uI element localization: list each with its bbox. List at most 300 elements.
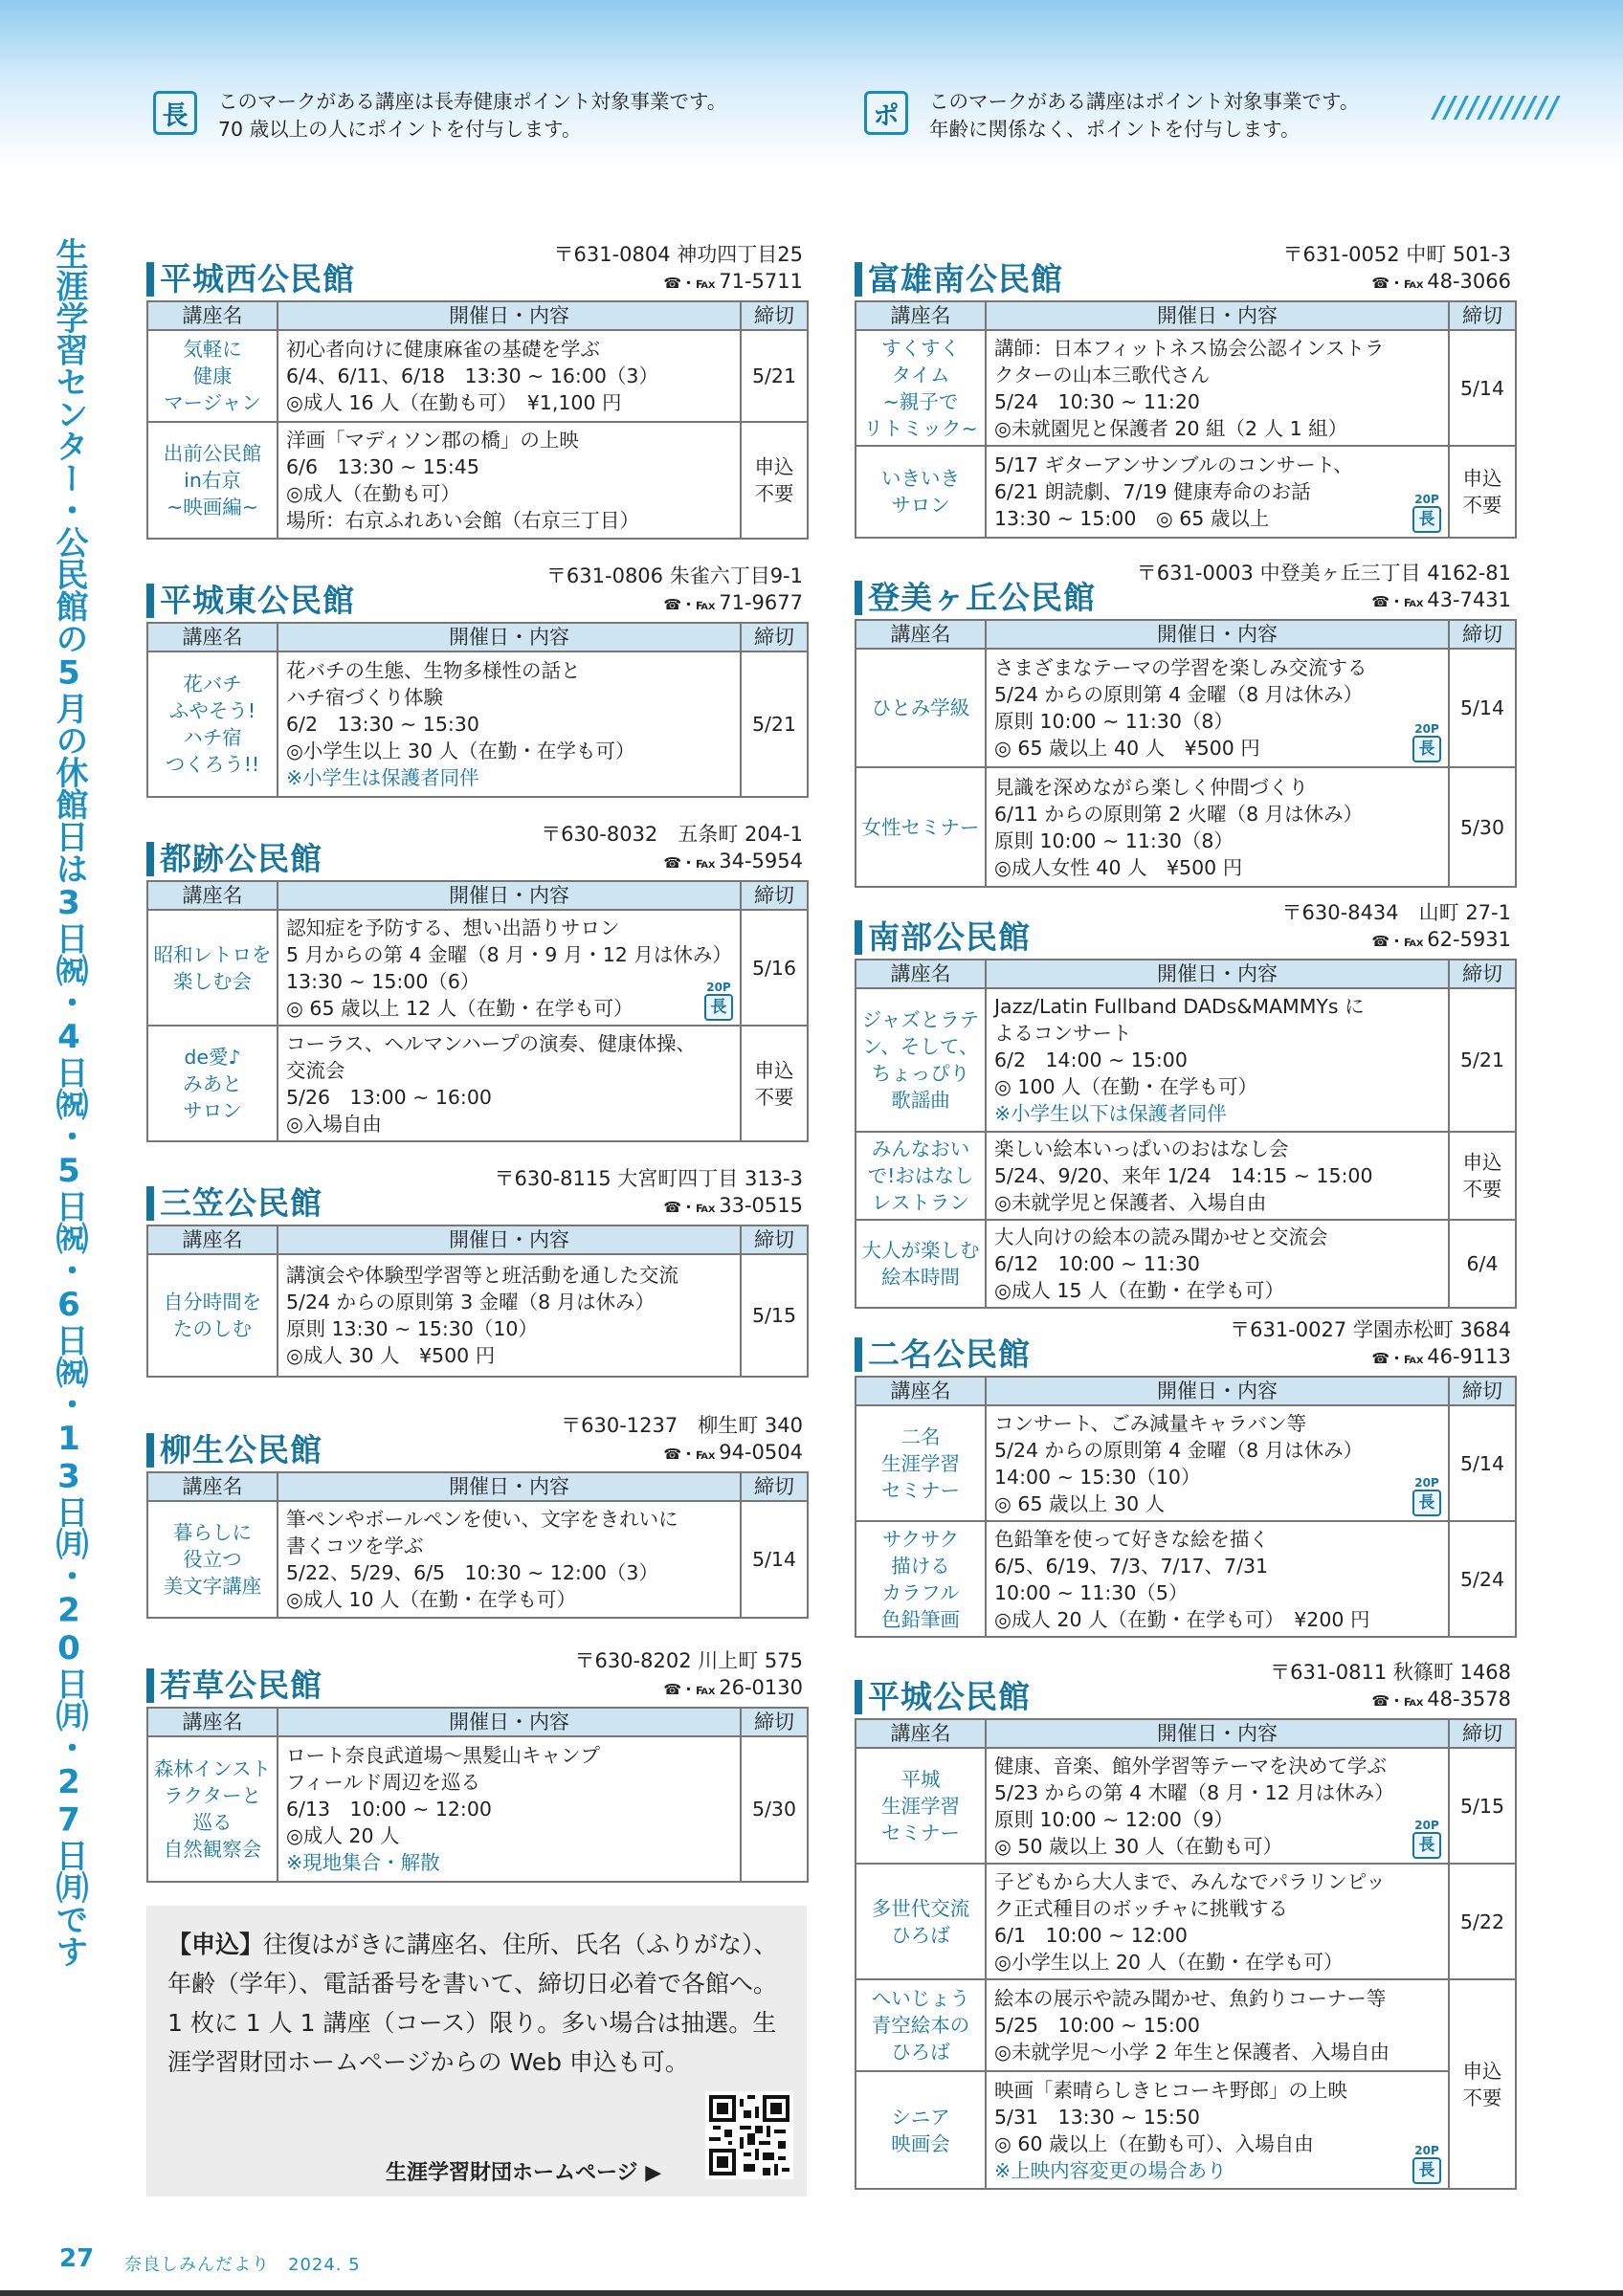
course-row <box>856 649 1516 767</box>
course-detail-line: 絵本の展示や読み聞かせ、魚釣りコーナー等 <box>994 1987 1387 2010</box>
course-detail-line: よるコンサート <box>994 1022 1132 1045</box>
postal-address: 〒630-8115 大宮町四丁目 313-3 <box>494 1167 803 1190</box>
section-address <box>561 1412 803 1468</box>
course-detail-line: 6/11 からの原則第 2 火曜（8 月は休み） <box>994 802 1364 826</box>
course-name-line: ラクターと <box>163 1784 262 1807</box>
section-title: 登美ヶ丘公民館 <box>855 581 1096 615</box>
deadline-line: 不要 <box>1462 494 1502 517</box>
deadline <box>1449 988 1516 1132</box>
course-detail-line: 5/24 10:30 ~ 11:20 <box>994 389 1200 413</box>
course-name-line: たのしむ <box>173 1317 252 1340</box>
deadline <box>741 1501 808 1618</box>
section-header <box>146 1647 807 1707</box>
course-detail-line: 5/31 13:30 ~ 15:50 <box>994 2105 1200 2129</box>
course-table <box>855 1718 1517 2190</box>
course-name-line: 出前公民館 <box>163 442 262 465</box>
kominkan-section <box>855 241 1515 539</box>
course-name <box>147 330 278 422</box>
course-detail-line: 原則 10:00 ~ 11:30（8） <box>994 828 1234 852</box>
table-header-row <box>856 301 1516 330</box>
course-detail-line: ※現地集合・解散 <box>286 1851 440 1874</box>
course-name <box>147 1026 278 1141</box>
deadline-line: 5/22 <box>1459 1910 1505 1933</box>
deadline-line: 5/30 <box>751 1798 797 1821</box>
points-label: 20P <box>1414 722 1439 736</box>
table-header-row <box>147 301 808 330</box>
course-name-line: ひろば <box>891 2041 950 2064</box>
phone-number: 62-5931 <box>1427 928 1511 951</box>
section-header <box>855 899 1515 959</box>
course-name-line: de愛♪ <box>184 1045 241 1069</box>
course-name-line: 生涯学習 <box>881 1794 960 1818</box>
deadline-line: 不要 <box>1462 1178 1502 1201</box>
long-life-legend-line1: このマークがある講座は長寿健康ポイント対象事業です。 <box>218 90 727 113</box>
table-header-row <box>856 960 1516 988</box>
course-name-line: ちょっぴり <box>871 1062 970 1085</box>
column-header-name: 講座名 <box>147 881 278 910</box>
course-details <box>278 651 741 797</box>
points-label: 20P <box>1414 1476 1439 1490</box>
course-name-line: 映画会 <box>891 2131 950 2155</box>
course-details <box>986 1132 1449 1220</box>
deadline-line: 5/30 <box>1459 815 1505 839</box>
course-detail-line: 原則 10:00 ~ 11:30（8） <box>994 710 1234 733</box>
column-header-content: 開催日・内容 <box>986 1719 1449 1748</box>
point-legend-line1: このマークがある講座はポイント対象事業です。 <box>929 90 1360 113</box>
course-row <box>856 1405 1516 1521</box>
course-name-line: 役立つ <box>183 1548 242 1571</box>
course-name-line: シニア <box>891 2105 950 2129</box>
course-name-line: セミナー <box>881 1478 960 1502</box>
course-name-line: 女性セミナー <box>861 815 980 839</box>
table-header-row <box>147 1472 808 1501</box>
column-header-deadline: 締切 <box>1449 1719 1516 1748</box>
course-detail-line: ◎成人 30 人 ¥500 円 <box>286 1344 496 1367</box>
course-table <box>855 619 1517 888</box>
course-name-line: 昭和レトロを <box>153 942 272 966</box>
course-name-line: 美文字講座 <box>163 1575 262 1598</box>
deadline-line: 5/24 <box>1459 1567 1505 1591</box>
kominkan-section <box>855 1316 1515 1638</box>
course-name-line: ~親子で <box>882 389 959 413</box>
section-title: 平城西公民館 <box>146 262 355 297</box>
section-title: 二名公民館 <box>855 1337 1031 1372</box>
application-box <box>146 1906 807 2197</box>
course-detail-line: Jazz/Latin Fullband DADs&MAMMYs に <box>994 995 1365 1018</box>
phone-fax-icon: ☎・℻ <box>1371 933 1424 950</box>
course-detail-line: フィールド周辺を巡る <box>286 1771 480 1794</box>
course-name-line: みんなおい <box>871 1137 970 1160</box>
course-name-line: in右京 <box>184 469 241 492</box>
course-name <box>147 1254 278 1377</box>
long-life-mark-icon: 長 <box>1412 1490 1441 1516</box>
course-details <box>986 1521 1449 1637</box>
course-detail-line: 書くコツを学ぶ <box>286 1534 424 1557</box>
phone-fax-icon: ☎・℻ <box>663 854 716 872</box>
section-address <box>554 241 804 297</box>
course-name <box>856 1864 986 1979</box>
deadline-line: 不要 <box>754 1085 794 1109</box>
column-header-content: 開催日・内容 <box>986 1377 1449 1405</box>
course-name-line: ジャズとラテ <box>861 1008 980 1031</box>
course-detail-line: クターの山本三歌代さん <box>994 363 1211 386</box>
column-header-deadline: 締切 <box>1449 620 1516 649</box>
course-detail-line: ◎ 50 歳以上 30 人（在勤も可） <box>994 1834 1283 1858</box>
course-detail-line: 6/12 10:00 ~ 11:30 <box>994 1252 1200 1275</box>
section-address <box>1137 560 1511 615</box>
course-details <box>986 2071 1449 2189</box>
section-header <box>855 560 1515 619</box>
deadline <box>1449 330 1516 446</box>
course-name <box>147 1501 278 1618</box>
course-detail-line: 5/22、5/29、6/5 10:30 ~ 12:00（3） <box>286 1561 658 1584</box>
course-table <box>855 1376 1517 1638</box>
deadline-line: 不要 <box>1462 2086 1502 2109</box>
course-detail-line: 5/23 からの第 4 木曜（8 月・12 月は休み） <box>994 1780 1394 1804</box>
course-detail-line: 講師：日本フィットネス協会公認インストラ <box>994 336 1385 360</box>
deadline <box>741 651 808 797</box>
deadline-line: 5/14 <box>1459 696 1505 719</box>
column-header-deadline: 締切 <box>741 1472 808 1501</box>
deadline-line: 5/14 <box>1459 376 1505 400</box>
postal-address: 〒630-8032 五条町 204-1 <box>541 823 803 846</box>
course-table <box>146 300 809 540</box>
course-details <box>278 1254 741 1377</box>
long-life-mark-icon: 長 <box>1412 736 1441 762</box>
course-row <box>856 1132 1516 1220</box>
course-details <box>986 1748 1449 1864</box>
column-header-deadline: 締切 <box>1449 301 1516 330</box>
deadline-line: 5/16 <box>751 956 797 980</box>
phone-fax-icon: ☎・℻ <box>1371 275 1424 292</box>
course-name <box>147 651 278 797</box>
phone-fax-icon: ☎・℻ <box>663 275 716 292</box>
course-name-line: レストラン <box>872 1191 969 1214</box>
course-name-line: 自分時間を <box>163 1291 262 1314</box>
course-detail-line: 筆ペンやボールペンを使い、文字をきれいに <box>286 1508 678 1531</box>
course-detail-line: 6/1 10:00 ~ 12:00 <box>994 1923 1188 1947</box>
course-row <box>856 1864 1516 1979</box>
course-name <box>856 1132 986 1220</box>
course-name-line: で!おはなし <box>867 1164 974 1187</box>
course-row <box>147 1026 808 1141</box>
course-detail-line: ◎小学生以上 20 人（在勤・在学も可） <box>994 1950 1344 1974</box>
course-name-line: 森林インスト <box>153 1757 272 1780</box>
course-details <box>278 422 741 539</box>
deadline <box>1449 1748 1516 1864</box>
course-name-line: ~映画編~ <box>167 496 258 519</box>
column-header-deadline: 締切 <box>741 1708 808 1736</box>
course-detail-line: 健康、音楽、館外学習等テーマを決めて学ぶ <box>994 1754 1387 1777</box>
long-life-point-badge-icon <box>1411 723 1443 762</box>
course-detail-line: 6/2 14:00 ~ 15:00 <box>994 1049 1188 1071</box>
deadline-line: 5/14 <box>751 1548 797 1571</box>
deadline <box>1449 1220 1516 1308</box>
course-name-line: 健康 <box>192 364 233 387</box>
course-detail-line: ◎ 65 歳以上 12 人（在勤・在学も可） <box>286 996 634 1020</box>
course-name-line: 二名 <box>900 1424 941 1448</box>
course-name-line: 自然観察会 <box>163 1838 262 1861</box>
postal-address: 〒630-1237 柳生町 340 <box>561 1414 803 1437</box>
deadline-line: 申込 <box>1462 1151 1502 1174</box>
course-row <box>856 2071 1516 2189</box>
course-name-line: へいじょう <box>871 1987 970 2010</box>
foundation-homepage-link[interactable]: 生涯学習財団ホームページ ▶ <box>386 2161 662 2185</box>
section-title: 若草公民館 <box>146 1668 322 1703</box>
table-header-row <box>147 623 808 651</box>
deadline <box>741 910 808 1026</box>
closure-days-vertical-title: 生涯学習センター・公民館の5月の休館日は3日㈷・4日㈷・5日㈷・6日㈷・13日㈪・20日㈪・27日㈪です <box>50 237 88 1967</box>
course-row <box>856 988 1516 1132</box>
kominkan-section <box>146 821 807 1142</box>
long-life-point-badge-icon <box>1411 494 1443 533</box>
column-header-deadline: 締切 <box>741 881 808 910</box>
long-life-mark-icon: 長 <box>153 91 197 135</box>
course-name <box>147 422 278 539</box>
course-name-line: ン、そして、 <box>862 1035 979 1058</box>
long-life-mark-icon: 長 <box>1412 1832 1441 1859</box>
long-life-legend <box>153 88 726 144</box>
qr-code-icon[interactable] <box>705 2091 793 2179</box>
course-name-line: リトミック~ <box>863 416 978 440</box>
deadline-line: 5/14 <box>1459 1451 1505 1475</box>
column-header-content: 開催日・内容 <box>986 620 1449 649</box>
phone-fax-icon: ☎・℻ <box>1371 1350 1424 1367</box>
column-header-deadline: 締切 <box>741 623 808 651</box>
decorative-slashes: /////////// <box>1434 91 1560 124</box>
course-detail-line: ◎成人 15 人（在勤・在学も可） <box>994 1279 1285 1302</box>
section-address <box>1282 899 1511 955</box>
course-details <box>986 1405 1449 1521</box>
kominkan-section <box>855 1659 1515 2190</box>
column-header-content: 開催日・内容 <box>278 1225 741 1254</box>
deadline <box>1449 1405 1516 1521</box>
phone-fax-icon: ☎・℻ <box>663 1446 716 1463</box>
course-name-line: みあと <box>183 1071 242 1095</box>
course-details <box>986 1979 1449 2071</box>
course-row <box>856 1521 1516 1637</box>
postal-address: 〒631-0003 中登美ヶ丘三丁目 4162-81 <box>1136 562 1511 585</box>
course-detail-line: 大人向けの絵本の読み聞かせと交流会 <box>994 1225 1328 1248</box>
column-header-name: 講座名 <box>856 1377 986 1405</box>
course-detail-line: ハチ宿づくり体験 <box>286 686 443 709</box>
long-life-mark-icon: 長 <box>1412 2157 1441 2184</box>
column-header-name: 講座名 <box>147 1708 278 1736</box>
course-detail-line: 6/6 13:30 ~ 15:45 <box>286 455 479 478</box>
course-detail-line: 色鉛筆を使って好きな絵を描く <box>994 1527 1269 1551</box>
course-detail-line: 子どもから大人まで、みんなでパラリンピッ <box>994 1869 1386 1893</box>
course-detail-line: ◎成人（在勤も可） <box>286 482 460 505</box>
long-life-mark-icon: 長 <box>1412 506 1441 533</box>
course-row <box>147 910 808 1026</box>
phone-number: 46-9113 <box>1427 1345 1511 1368</box>
column-header-name: 講座名 <box>856 1719 986 1748</box>
column-header-content: 開催日・内容 <box>278 1708 741 1736</box>
section-address <box>574 1647 803 1703</box>
course-row <box>856 767 1516 887</box>
course-row <box>856 1748 1516 1864</box>
course-name-line: 平城 <box>900 1767 941 1791</box>
course-table <box>855 959 1517 1309</box>
postal-address: 〒631-0804 神功四丁目25 <box>553 243 803 266</box>
course-row <box>147 651 808 797</box>
section-title: 平城東公民館 <box>146 584 355 618</box>
course-name <box>856 330 986 446</box>
deadline <box>1449 767 1516 887</box>
course-detail-line: ◎成人 20 人 <box>286 1824 400 1847</box>
course-name-line: つくろう!! <box>165 753 260 776</box>
course-table <box>855 300 1517 539</box>
deadline-line: 5/15 <box>751 1304 797 1327</box>
section-header <box>146 1412 807 1471</box>
column-header-content: 開催日・内容 <box>986 960 1449 988</box>
point-legend <box>864 88 1359 144</box>
course-detail-line: 見識を深めながら楽しく仲間づくり <box>994 775 1308 799</box>
column-header-content: 開催日・内容 <box>278 301 741 330</box>
course-name <box>856 1979 986 2071</box>
course-detail-line: 6/13 10:00 ~ 12:00 <box>286 1798 492 1821</box>
postal-address: 〒631-0806 朱雀六丁目9-1 <box>545 564 803 587</box>
deadline-line: 不要 <box>754 482 794 505</box>
apply-label: 【申込】 <box>167 1931 264 1958</box>
course-table <box>146 1225 809 1378</box>
course-row <box>147 1501 808 1618</box>
phone-number: 71-9677 <box>719 591 803 614</box>
course-name <box>856 649 986 767</box>
course-row <box>147 1254 808 1377</box>
course-name-line: 楽しむ会 <box>173 969 252 993</box>
course-row <box>147 422 808 539</box>
course-table <box>146 880 809 1142</box>
phone-fax-icon: ☎・℻ <box>663 596 716 613</box>
course-detail-line: 10:00 ~ 11:30（5） <box>994 1580 1189 1604</box>
deadline <box>741 1254 808 1377</box>
deadline <box>1449 1979 1516 2189</box>
course-detail-line: コーラス、ヘルマンハープの演奏、健康体操、 <box>286 1031 697 1055</box>
table-header-row <box>147 881 808 910</box>
course-name-line: サクサク <box>881 1527 960 1551</box>
points-label: 20P <box>1414 1819 1439 1832</box>
course-details <box>986 330 1449 446</box>
points-label: 20P <box>1414 493 1439 506</box>
deadline-line: 申込 <box>754 455 794 478</box>
course-detail-line: 原則 10:00 ~ 12:00（9） <box>994 1807 1234 1831</box>
course-name-line: タイム <box>891 363 950 386</box>
publication-title: 奈良しみんだより 2024. 5 <box>124 2255 361 2275</box>
course-detail-line: ※小学生以下は保護者同伴 <box>994 1102 1227 1125</box>
course-name <box>856 446 986 538</box>
course-detail-line: 原則 13:30 ~ 15:30（10） <box>286 1317 538 1340</box>
column-header-deadline: 締切 <box>1449 1377 1516 1405</box>
column-header-name: 講座名 <box>147 301 278 330</box>
course-detail-line: ◎成人 10 人（在勤・在学も可） <box>286 1588 577 1611</box>
table-header-row <box>856 1719 1516 1748</box>
column-header-content: 開催日・内容 <box>278 881 741 910</box>
course-detail-line: 13:30 ~ 15:00（6） <box>286 969 480 993</box>
course-detail-line: 5/24 からの原則第 4 金曜（8 月は休み） <box>994 683 1364 706</box>
section-title: 三笠公民館 <box>146 1186 322 1221</box>
deadline-line: 申込 <box>754 1058 794 1082</box>
course-name <box>147 910 278 1026</box>
section-address <box>1230 1316 1511 1372</box>
point-legend-line2: 年齢に関係なく、ポイントを付与します。 <box>929 118 1301 141</box>
points-label: 20P <box>1414 2144 1439 2157</box>
course-detail-line: 映画「素晴らしきヒコーキ野郎」の上映 <box>994 2078 1347 2102</box>
section-header <box>855 1659 1515 1718</box>
course-details <box>278 910 741 1026</box>
course-name <box>147 1736 278 1882</box>
course-detail-line: 6/5、6/19、7/3、7/17、7/31 <box>994 1554 1269 1578</box>
section-title: 柳生公民館 <box>146 1433 322 1468</box>
column-header-deadline: 締切 <box>741 301 808 330</box>
kominkan-section <box>146 1647 807 1883</box>
course-detail-line: 6/21 朗読劇、7/19 健康寿命のお話 <box>994 480 1311 503</box>
deadline <box>1449 446 1516 538</box>
course-table <box>146 1471 809 1619</box>
deadline <box>1449 1864 1516 1979</box>
kominkan-section <box>146 241 807 540</box>
course-name <box>856 1748 986 1864</box>
column-header-deadline: 締切 <box>1449 960 1516 988</box>
course-detail-line: 5 月からの第 4 金曜（8 月・9 月・12 月は休み） <box>286 942 732 966</box>
course-detail-line: ◎ 60 歳以上（在勤も可）、入場自由 <box>994 2131 1314 2155</box>
course-detail-line: 花バチの生態、生物多様性の話と <box>286 659 581 682</box>
course-detail-line: ◎ 65 歳以上 30 人 <box>994 1491 1166 1515</box>
kominkan-section <box>855 560 1515 888</box>
course-detail-line: 場所：右京ふれあい会館（右京三丁目） <box>286 509 639 532</box>
course-name-line: 気軽に <box>183 338 242 361</box>
long-life-point-badge-icon <box>1411 1820 1443 1859</box>
course-detail-line: 6/4、6/11、6/18 13:30 ~ 16:00（3） <box>286 364 658 387</box>
course-name <box>856 767 986 887</box>
section-address <box>1270 1659 1511 1714</box>
course-name-line: ひとみ学級 <box>871 696 970 719</box>
course-name <box>856 1220 986 1308</box>
deadline <box>741 1736 808 1882</box>
course-detail-line: 5/24 からの原則第 3 金曜（8 月は休み） <box>286 1291 656 1314</box>
section-title: 平城公民館 <box>855 1680 1031 1714</box>
course-detail-line: ◎ 100 人（在勤・在学も可） <box>994 1075 1258 1098</box>
phone-number: 33-0515 <box>719 1194 803 1217</box>
course-detail-line: 5/24 からの原則第 4 金曜（8 月は休み） <box>994 1438 1364 1462</box>
course-name <box>856 1405 986 1521</box>
deadline-line: 5/15 <box>1459 1794 1505 1818</box>
section-header <box>146 241 807 300</box>
course-name-line: サロン <box>183 1098 242 1122</box>
course-detail-line: ロート奈良武道場～黒髪山キャンプ <box>286 1744 600 1767</box>
section-address <box>541 821 803 876</box>
point-mark-icon: ポ <box>864 91 908 135</box>
long-life-legend-line2: 70 歳以上の人にポイントを付与します。 <box>218 118 582 141</box>
course-row <box>147 330 808 422</box>
phone-fax-icon: ☎・℻ <box>1371 593 1424 610</box>
postal-address: 〒631-0027 学園赤松町 3684 <box>1230 1318 1511 1341</box>
course-name <box>856 1521 986 1637</box>
column-header-name: 講座名 <box>147 1472 278 1501</box>
course-name-line: 多世代交流 <box>871 1896 970 1920</box>
phone-number: 26-0130 <box>719 1676 803 1699</box>
course-name-line: いきいき <box>881 467 960 490</box>
deadline <box>741 422 808 539</box>
kominkan-section <box>855 899 1515 1309</box>
course-detail-line: ※上映内容変更の場合あり <box>994 2158 1227 2182</box>
course-details <box>986 1220 1449 1308</box>
deadline-line: 6/4 <box>1466 1252 1499 1275</box>
column-header-name: 講座名 <box>147 623 278 651</box>
kominkan-section <box>146 1165 807 1378</box>
course-details <box>278 1026 741 1141</box>
course-detail-line: 6/2 13:30 ~ 15:30 <box>286 713 479 736</box>
